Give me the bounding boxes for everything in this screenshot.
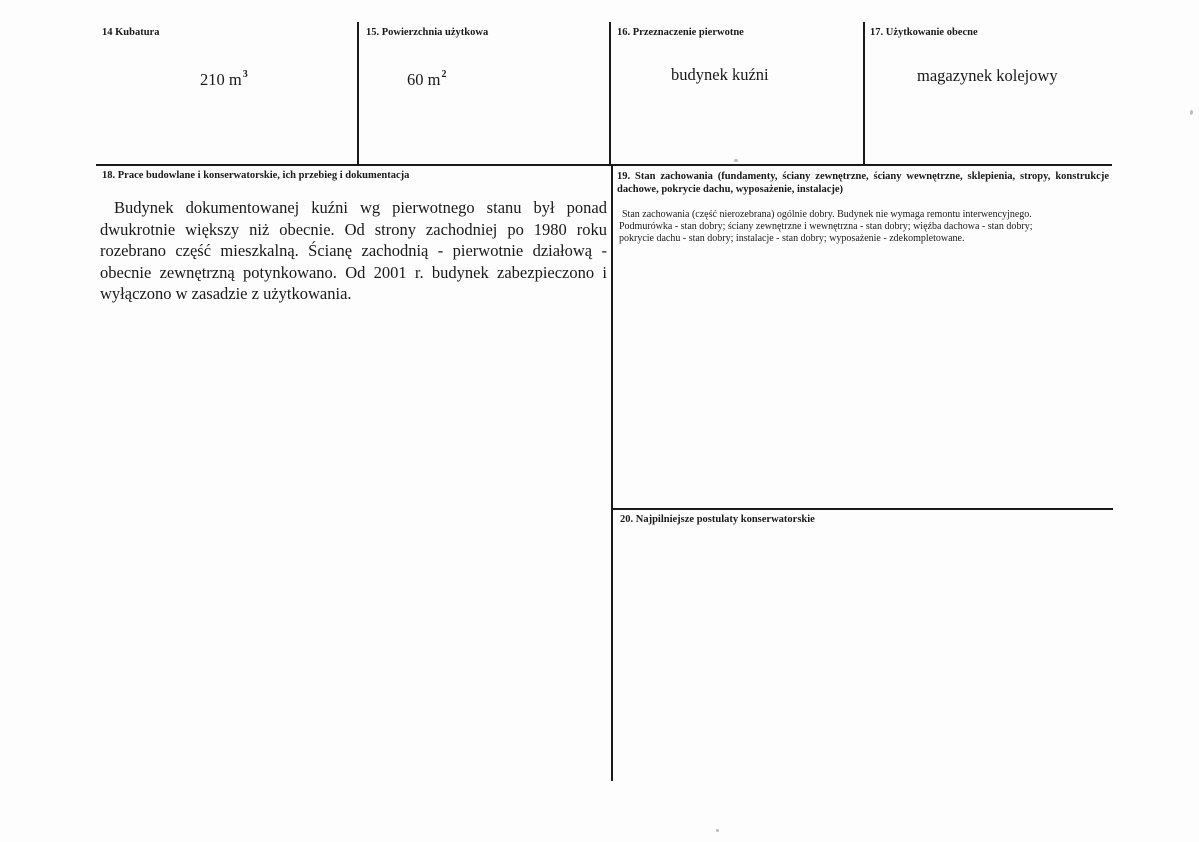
divider-top-row — [96, 164, 1112, 166]
scan-speck — [1190, 110, 1193, 115]
divider-16-17 — [863, 22, 865, 166]
scan-speck — [734, 159, 738, 162]
section-18-label: 18. Prace budowlane i konserwatorskie, ich przebieg i dokumentacja — [102, 170, 410, 181]
section-19-text — [619, 209, 1109, 245]
divider-18-19 — [611, 164, 613, 781]
divider-15-16 — [609, 22, 611, 166]
volume-value: 210 m — [200, 70, 242, 89]
condition-line-2: Podmurówka - stan dobry; ściany zewnętrzne i wewnętrzna - stan dobry; więźba dachowa - stan dobry; — [619, 221, 1033, 232]
section-19-label: 19. Stan zachowania (fundamenty, ściany zewnętrzne, ściany wewnętrzne, sklepienia, stropy, konstrukcje dachowe, pokrycie dachu, wyposażenie, instalacje) — [617, 171, 1109, 195]
divider-19-20 — [611, 508, 1113, 510]
section-14-label: 14 Kubatura — [102, 27, 160, 38]
condition-line-3: pokrycie dachu - stan dobry; instalacje - stan dobry; wyposażenie - zdekompletowane. — [619, 233, 965, 244]
section-20-label: 20. Najpilniejsze postulaty konserwatorskie — [620, 514, 815, 525]
divider-14-15 — [357, 22, 359, 166]
section-17-value: magazynek kolejowy — [917, 66, 1058, 85]
volume-exponent: 3 — [242, 68, 248, 80]
section-17-label: 17. Użytkowanie obecne — [870, 27, 978, 38]
section-18-text: Budynek dokumentowanej kuźni wg pierwotnego stanu był ponad dwukrotnie większy niż obecnie. Od strony zachodniej po 1980 roku rozebrano część mieszkalną. Ścianę zachodnią - pierwotnie działową - obecnie zewnętrzną potynkowano. Od 2001 r. budynek zabezpieczono i wyłączono w zasadzie z użytkowania. — [100, 198, 607, 303]
condition-line-1: Stan zachowania (część nierozebrana) ogólnie dobry. Budynek nie wymaga remontu interwencyjnego. — [622, 209, 1032, 220]
section-14-value — [200, 70, 248, 90]
area-value: 60 m — [407, 70, 441, 89]
section-16-value: budynek kuźni — [671, 65, 769, 84]
area-exponent: 2 — [441, 68, 447, 80]
section-15-value — [407, 70, 446, 90]
section-16-label: 16. Przeznaczenie pierwotne — [617, 27, 744, 38]
scan-speck — [716, 829, 719, 832]
section-15-label: 15. Powierzchnia użytkowa — [366, 27, 489, 38]
